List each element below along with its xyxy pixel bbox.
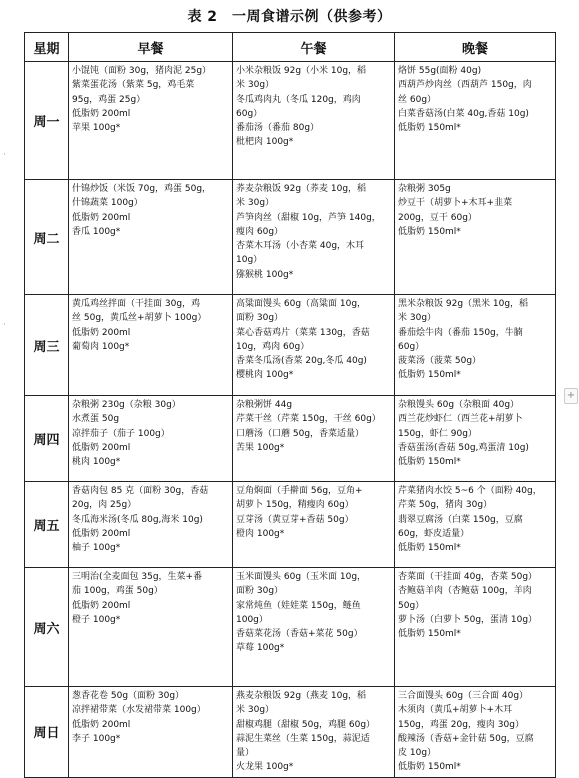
table-row	[25, 180, 556, 295]
menu-line: 家常炖鱼（娃娃菜 150g，鲢鱼	[236, 600, 361, 611]
lunch-cell	[233, 295, 395, 396]
breakfast-cell	[69, 180, 233, 295]
menu-line: 葱香花卷 50g（面粉 30g）	[72, 691, 185, 701]
menu-line: 芦笋肉丝（甜椒 10g，芦笋 140g，	[236, 212, 381, 223]
menu-line: 低脂奶 200ml	[72, 108, 131, 119]
menu-line: 低脂奶 150ml*	[398, 123, 461, 134]
menu-line: 翡翠豆腐汤（白菜 150g，豆腐	[398, 514, 523, 525]
menu-line: 低脂奶 200ml	[72, 442, 131, 453]
weekly-menu-table	[24, 32, 556, 778]
menu-line: 低脂奶 200ml	[72, 719, 131, 730]
menu-line: 桃肉 100g*	[72, 457, 121, 468]
breakfast-cell	[69, 295, 233, 396]
menu-line: 香菜冬瓜汤(香菜 20g,冬瓜 40g)	[236, 356, 367, 367]
breakfast-cell	[69, 687, 233, 778]
breakfast-cell	[69, 482, 233, 568]
menu-line: 枇杷肉 100g*	[236, 137, 294, 148]
menu-line: 面粉 30g）	[236, 313, 284, 324]
menu-line: 炒豆干（胡萝卜+木耳+韭菜	[398, 198, 513, 209]
menu-line: 什锦炒饭（米饭 70g，鸡蛋 50g，	[72, 184, 212, 194]
menu-line: 三合面馒头 60g（三合面 40g）	[398, 691, 529, 701]
day-cell: 周五	[25, 482, 69, 568]
table-row	[25, 687, 556, 778]
day-cell: 周日	[25, 687, 69, 778]
menu-line: 50g）	[398, 600, 425, 611]
menu-line: 番茄汤（番茄 80g）	[236, 123, 320, 134]
menu-line: 低脂奶 200ml	[72, 528, 131, 539]
lunch-cell	[233, 396, 395, 482]
dinner-cell	[395, 180, 556, 295]
header-breakfast: 早餐	[69, 33, 233, 62]
menu-line: 瘦肉 60g）	[236, 226, 284, 237]
menu-line: 樱桃肉 100g*	[236, 370, 294, 381]
table-row	[25, 295, 556, 396]
menu-line: 凉拌裙带菜（水发裙带菜 100g）	[72, 705, 206, 716]
menu-line: 黑米杂粮饭 92g（黑米 10g，稻	[398, 299, 529, 309]
menu-line: 菜心香菇鸡片（菜菜 130g，香菇	[236, 327, 370, 338]
menu-line: 米 30g）	[236, 705, 275, 716]
menu-line: 蒜泥生菜丝（生菜 150g，蒜泥适	[236, 733, 370, 744]
menu-line: 低脂奶 200ml	[72, 327, 131, 338]
header-lunch: 午餐	[233, 33, 395, 62]
menu-line: 杏鲍菇羊肉（杏鲍菇 100g，羊肉	[398, 586, 532, 597]
table-row	[25, 396, 556, 482]
menu-line: 冬瓜海米汤(冬瓜 80g,海米 10g)	[72, 514, 203, 525]
menu-line: 低脂奶 150ml*	[398, 226, 461, 237]
menu-line: 杂粮馒头 60g（杂粮面 40g）	[398, 400, 520, 410]
dinner-cell	[395, 687, 556, 778]
menu-line: 20g，肉 25g）	[72, 500, 137, 511]
menu-line: 60g，虾皮适量）	[398, 528, 470, 539]
page-title: 表 2 一周食谱示例（供参考）	[187, 9, 392, 25]
menu-line: 橙子 100g*	[72, 614, 121, 625]
dinner-cell	[395, 396, 556, 482]
dinner-cell	[395, 295, 556, 396]
menu-line: 150g，鸡蛋 20g，瘦肉 30g）	[398, 719, 524, 730]
menu-line: 西葫芦炒肉丝（西葫芦 150g，肉	[398, 80, 532, 91]
breakfast-cell	[69, 396, 233, 482]
menu-line: 木须肉（黄瓜+胡萝卜+木耳	[398, 705, 513, 716]
lunch-cell	[233, 687, 395, 778]
menu-line: 水煮蛋 50g	[72, 414, 120, 425]
header-day: 星期	[25, 33, 69, 62]
day-cell: 周三	[25, 295, 69, 396]
lunch-cell	[233, 568, 395, 687]
menu-line: 柚子 100g*	[72, 543, 121, 554]
menu-line: 豆角焖面（手擀面 56g，豆角+	[236, 486, 363, 496]
menu-line: 黄瓜鸡丝拌面（干挂面 30g，鸡	[72, 299, 201, 309]
menu-line: 95g，鸡蛋 25g）	[72, 94, 146, 105]
menu-line: 橙肉 100g*	[236, 528, 285, 539]
day-cell: 周一	[25, 62, 69, 180]
day-cell: 周二	[25, 180, 69, 295]
menu-line: 低脂奶 200ml	[72, 600, 131, 611]
menu-line: 苹果 100g*	[72, 123, 121, 134]
menu-line: 100g）	[236, 614, 268, 625]
menu-line: 三明治(全麦面包 35g，生菜+番	[72, 572, 203, 582]
lunch-cell	[233, 62, 395, 180]
menu-line: 紫菜蛋花汤（紫菜 5g，鸡毛菜	[72, 80, 195, 91]
menu-line: 芹菜 50g，猪肉 30g）	[398, 500, 493, 511]
menu-line: 燕麦杂粮饭 92g（燕麦 10g，稻	[236, 691, 367, 701]
menu-line: 200g，豆干 60g）	[398, 212, 477, 223]
menu-line: 60g）	[236, 108, 263, 119]
menu-line: 皮 10g）	[398, 748, 437, 759]
margin-mark: ·	[3, 320, 6, 330]
table-header-row	[25, 33, 556, 62]
menu-line: 李子 100g*	[72, 733, 121, 744]
menu-line: 面粉 30g）	[236, 586, 284, 597]
menu-line: 香菇蛋汤(香菇 50g,鸡蛋清 10g)	[398, 442, 529, 453]
menu-line: 酸辣汤（香菇+金针菇 50g，豆腐	[398, 733, 534, 744]
menu-line: 葡萄肉 100g*	[72, 341, 130, 352]
menu-line: 口蘑汤（口蘑 50g，香菜适量）	[236, 428, 365, 439]
menu-line: 草莓 100g*	[236, 643, 285, 654]
menu-line: 杂粮粥饼 44g	[236, 400, 293, 410]
menu-line: 10g，鸡肉 60g）	[236, 341, 310, 352]
menu-line: 白菜香菇汤(白菜 40g,香菇 10g)	[398, 108, 529, 119]
menu-line: 150g，虾仁 90g）	[398, 428, 477, 439]
menu-line: 荞麦杂粮饭 92g（荞麦 10g，稻	[236, 184, 367, 194]
header-dinner: 晚餐	[395, 33, 556, 62]
menu-line: 杏菜面（干挂面 40g，杏菜 50g）	[398, 572, 538, 582]
menu-line: 米 30g）	[398, 313, 437, 324]
menu-line: 苦果 100g*	[236, 442, 285, 453]
menu-line: 萝卜汤（白萝卜 50g，蛋清 10g）	[398, 614, 538, 625]
table-row	[25, 568, 556, 687]
add-icon[interactable]: +	[564, 388, 578, 404]
menu-line: 香菇肉包 85 克（面粉 30g，香菇	[72, 486, 209, 496]
table-row	[25, 62, 556, 180]
dinner-cell	[395, 568, 556, 687]
menu-line: 低脂奶 150ml*	[398, 629, 461, 640]
menu-line: 什锦蔬菜 100g）	[72, 198, 143, 209]
menu-line: 低脂奶 150ml*	[398, 543, 461, 554]
menu-line: 米 30g）	[236, 198, 275, 209]
menu-line: 丝 50g，黄瓜丝+胡萝卜 100g）	[72, 313, 207, 324]
menu-line: 米 30g）	[236, 80, 275, 91]
menu-line: 杂粮粥 230g（杂粮 30g）	[72, 400, 181, 410]
menu-line: 番茄烩牛肉（番茄 150g，牛腩	[398, 327, 523, 338]
menu-line: 香菇菜花汤（香菇+菜花 50g）	[236, 629, 363, 640]
menu-line: 甜椒鸡腿（甜椒 50g，鸡腿 60g）	[236, 719, 376, 730]
day-cell: 周四	[25, 396, 69, 482]
menu-line: 芹菜猪肉水饺 5~6 个（面粉 40g，	[398, 486, 542, 496]
dinner-cell	[395, 62, 556, 180]
breakfast-cell	[69, 568, 233, 687]
table-row	[25, 482, 556, 568]
menu-line: 丝 60g）	[398, 94, 437, 105]
menu-line: 小馄饨（面粉 30g，猪肉泥 25g）	[72, 66, 212, 76]
menu-line: 高粱面馒头 60g（高粱面 10g，	[236, 299, 367, 309]
menu-line: 低脂奶 150ml*	[398, 762, 461, 773]
menu-line: 60g）	[398, 341, 425, 352]
lunch-cell	[233, 482, 395, 568]
menu-line: 低脂奶 150ml*	[398, 457, 461, 468]
menu-line: 烙饼 55g(面粉 40g)	[398, 66, 482, 76]
menu-line: 10g）	[236, 255, 263, 266]
lunch-cell	[233, 180, 395, 295]
menu-line: 量）	[236, 748, 255, 759]
menu-line: 火龙果 100g*	[236, 762, 294, 773]
dinner-cell	[395, 482, 556, 568]
menu-line: 低脂奶 200ml	[72, 212, 131, 223]
menu-line: 低脂奶 150ml*	[398, 370, 461, 381]
menu-line: 猕猴桃 100g*	[236, 269, 294, 280]
margin-mark: ·	[3, 150, 6, 160]
menu-line: 芹菜干丝（芹菜 150g，干丝 60g）	[236, 414, 381, 425]
menu-line: 豆芽汤（黄豆芽+香菇 50g）	[236, 514, 354, 525]
menu-line: 菠菜汤（菠菜 50g）	[398, 356, 482, 367]
menu-line: 胡萝卜 150g，精瘦肉 60g）	[236, 500, 354, 511]
day-cell: 周六	[25, 568, 69, 687]
menu-line: 凉拌茄子（茄子 100g）	[72, 428, 170, 439]
menu-line: 香瓜 100g*	[72, 226, 121, 237]
menu-line: 杏菜木耳汤（小杏菜 40g，木耳	[236, 241, 365, 252]
menu-line: 西兰花炒虾仁（西兰花+胡萝卜	[398, 414, 523, 425]
breakfast-cell	[69, 62, 233, 180]
menu-line: 小米杂粮饭 92g（小米 10g，稻	[236, 66, 367, 76]
menu-line: 玉米面馒头 60g（玉米面 10g，	[236, 572, 367, 582]
menu-line: 冬瓜鸡肉丸（冬瓜 120g，鸡肉	[236, 94, 361, 105]
menu-line: 茄 100g，鸡蛋 50g）	[72, 586, 163, 597]
menu-line: 杂粮粥 305g	[398, 184, 451, 194]
